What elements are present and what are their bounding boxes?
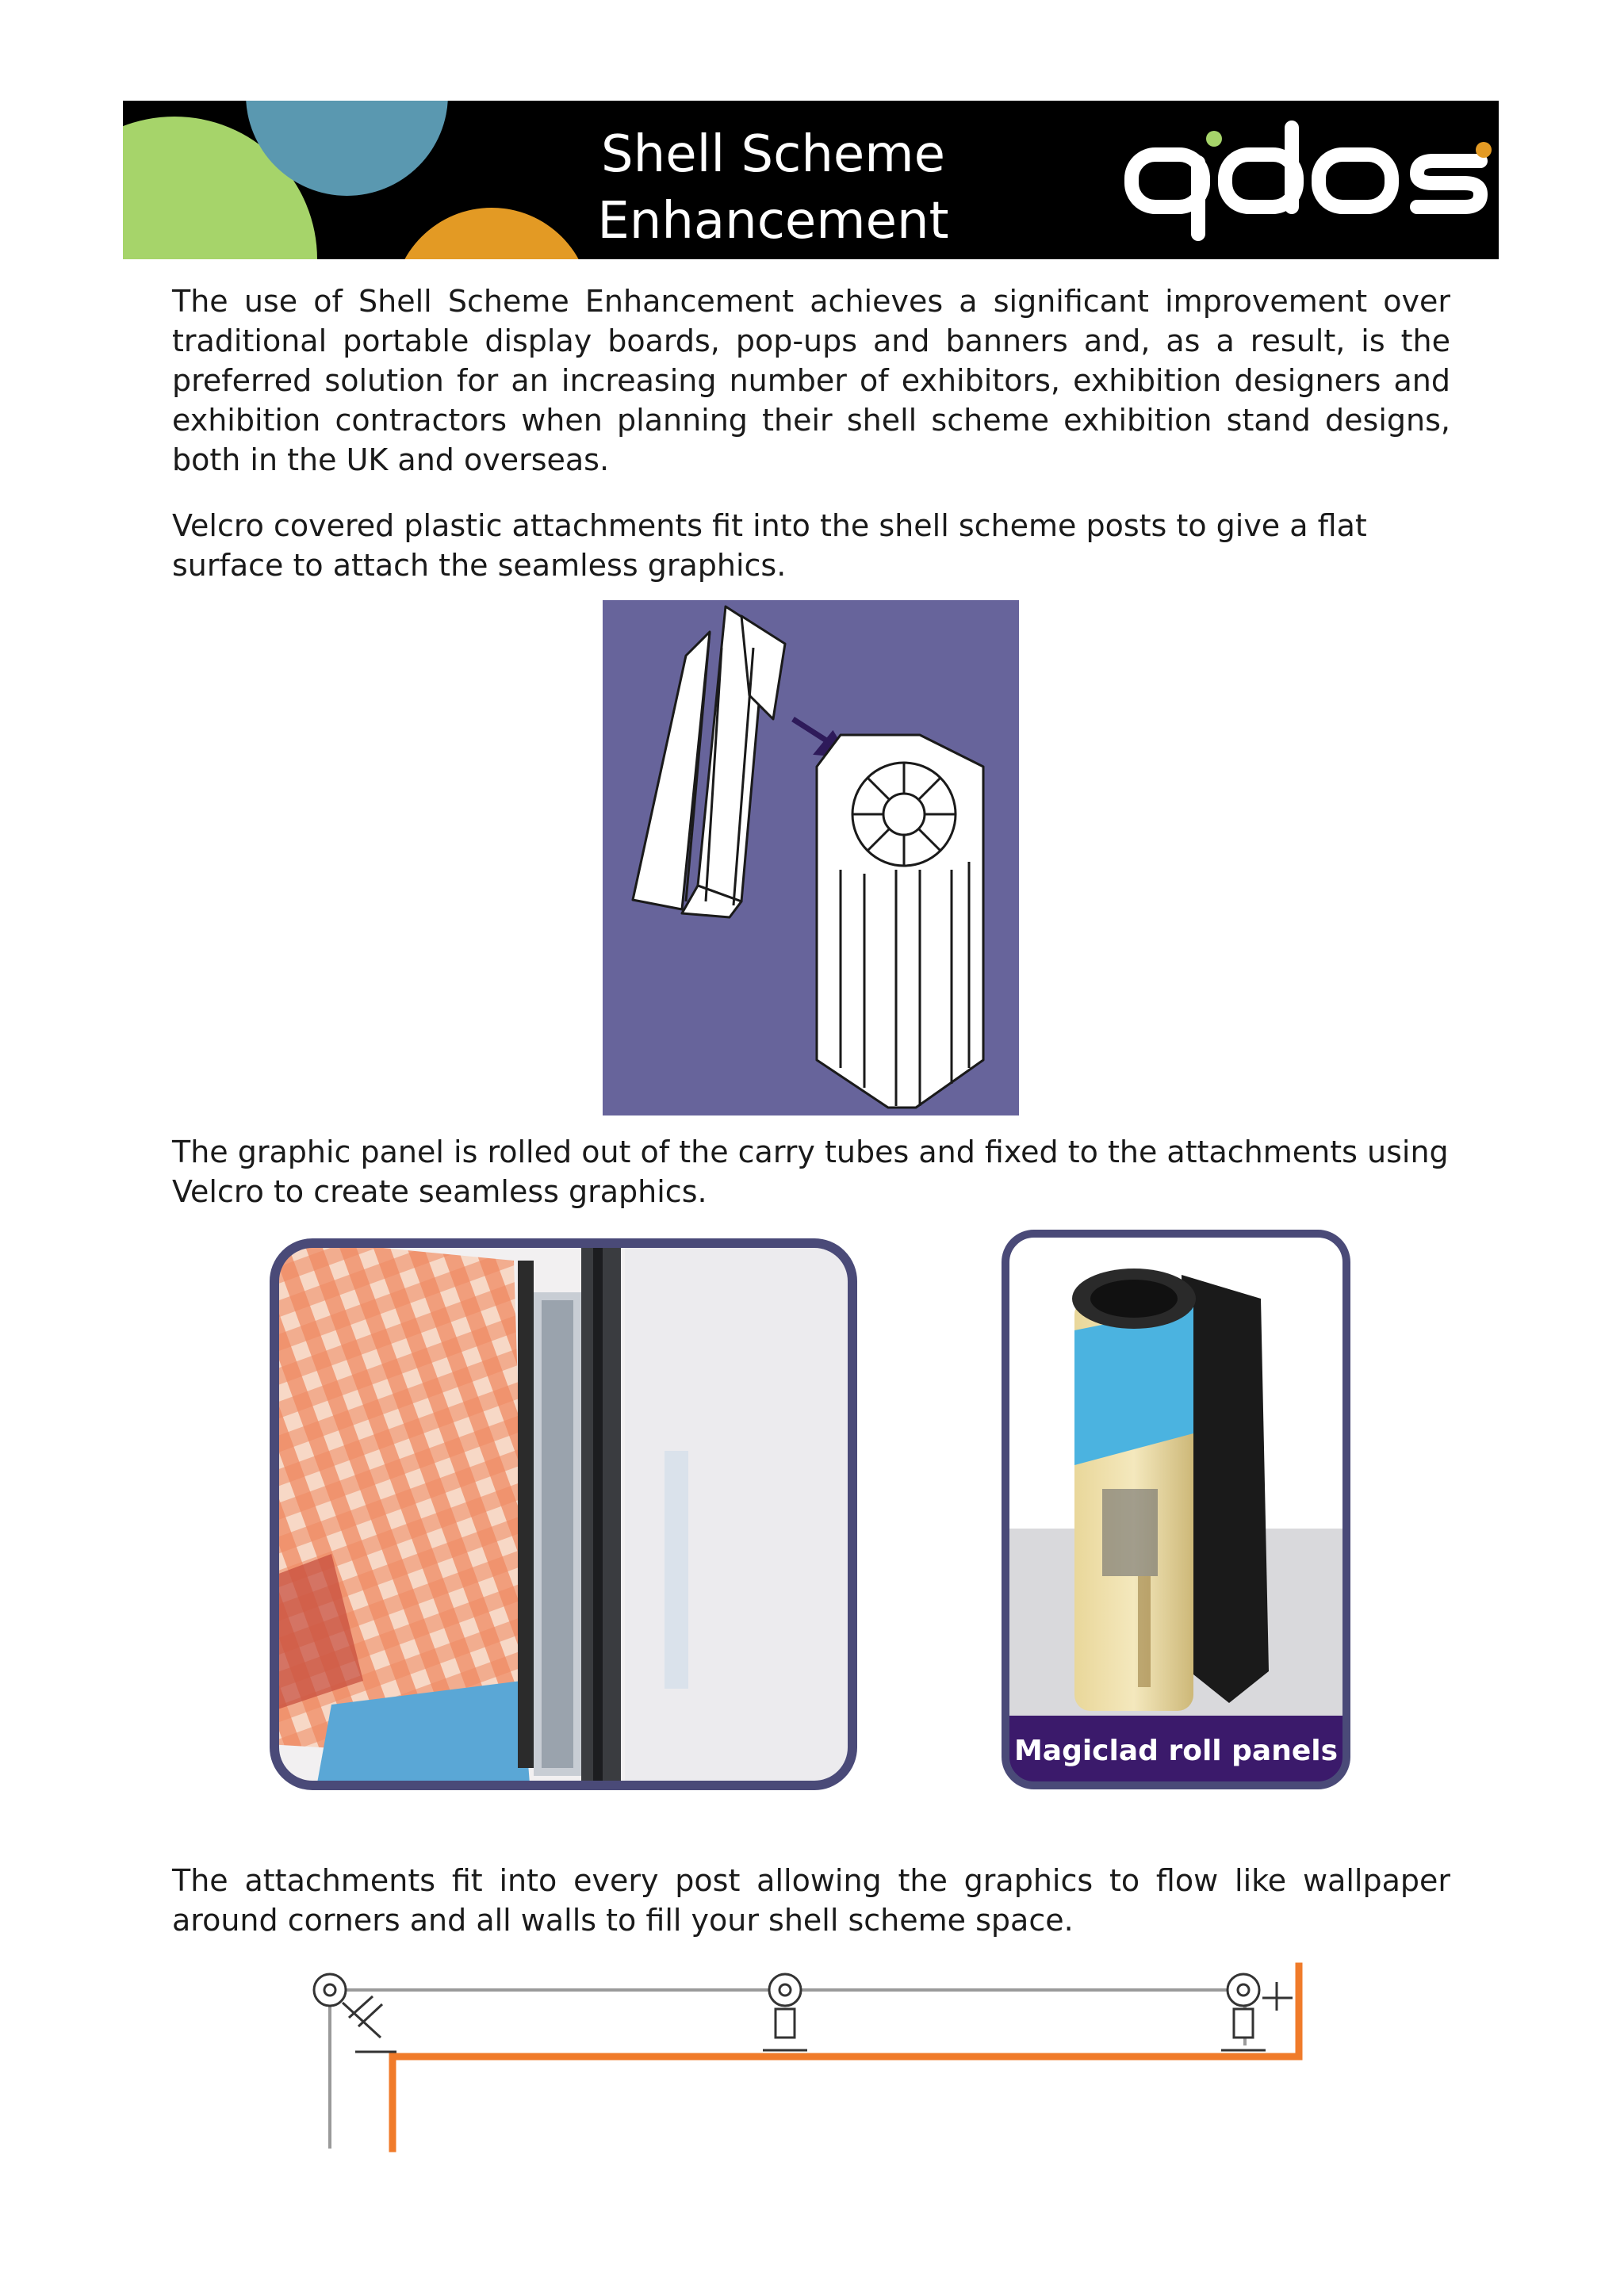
header-banner — [123, 101, 1499, 259]
corner-post-right — [1221, 1974, 1293, 2050]
title-line-2: Enhancement — [597, 192, 949, 251]
logo-orange-dot — [1476, 142, 1492, 158]
graphic-panel-paragraph: The graphic panel is rolled out of the carry tubes and fixed to the attachments using Velcro to create seamless graphics. — [172, 1135, 1449, 1209]
magiclad-roll-photo — [999, 1227, 1353, 1792]
logo-green-dot — [1206, 131, 1222, 147]
roll-caption: Magiclad roll panels — [1013, 1735, 1339, 1767]
wallpaper-paragraph: The attachments fit into every post allowing the graphics to flow like wallpaper around corners and all walls to fill your shell scheme space. — [172, 1863, 1450, 1938]
page-title — [535, 121, 1011, 259]
panel-attachment-photo — [268, 1237, 859, 1792]
qdos-logo — [1122, 115, 1495, 250]
shell-scheme-plan-diagram — [293, 1958, 1324, 2156]
corner-post-left — [314, 1974, 396, 2052]
title-line-1: Shell Scheme — [601, 125, 945, 184]
middle-post — [763, 1974, 807, 2050]
attachment-post-diagram — [603, 600, 1019, 1115]
intro-paragraph: The use of Shell Scheme Enhancement achieves a significant improvement over traditional portable display boards, pop-ups and banners and, as a result, is the preferred solution for an increasing number of exhibitors, exhibition designers and exhibition contractors when planning their shell scheme exhibition stand designs, both in the UK and overseas. — [172, 284, 1450, 477]
velcro-paragraph: Velcro covered plastic attachments fit into the shell scheme posts to give a flat surface to attach the seamless graphics. — [172, 508, 1367, 583]
